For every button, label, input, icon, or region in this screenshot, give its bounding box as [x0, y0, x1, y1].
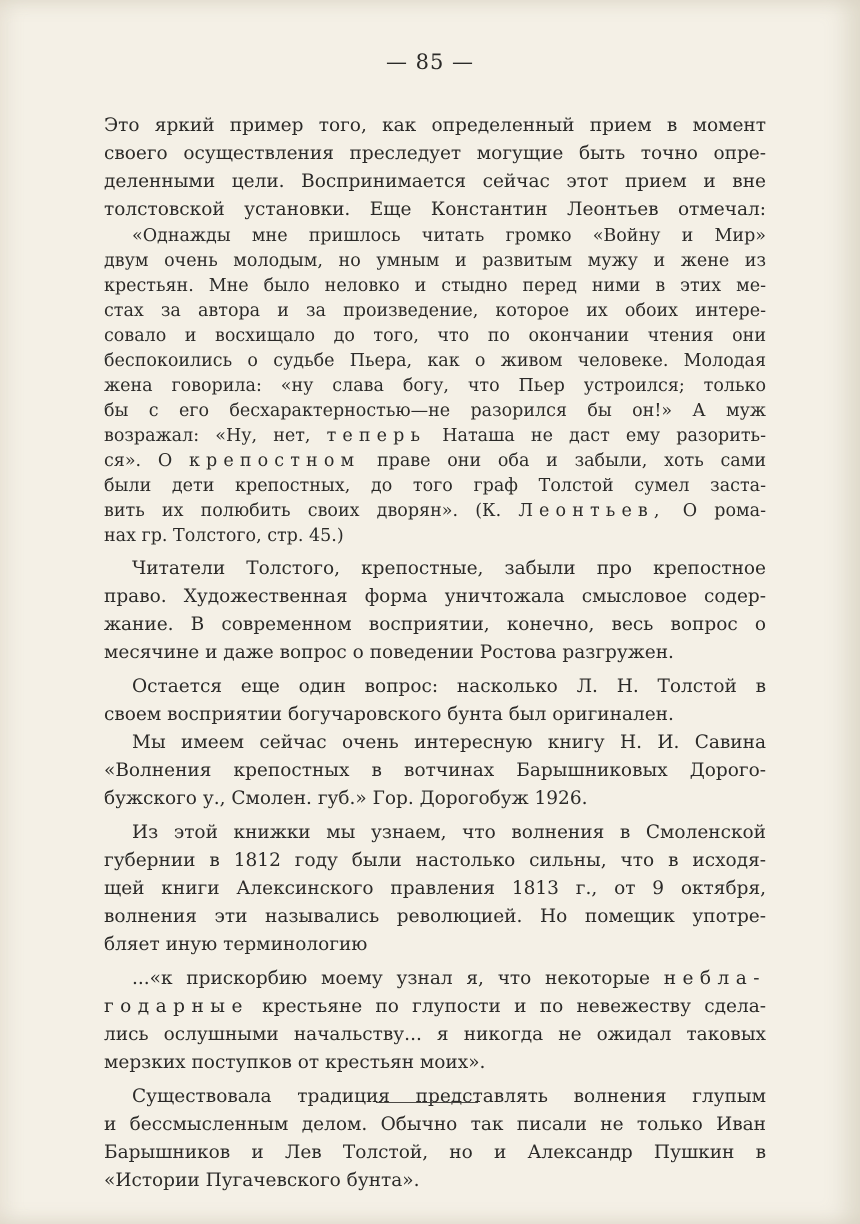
text-run: О рома-	[665, 501, 766, 521]
text-line: Читатели Толстого, крепостные, забыли про крепостное	[132, 558, 766, 579]
text-line: волнения эти назывались революцией. Но помещик употре-	[104, 906, 766, 927]
text-line: Барышников и Лев Толстой, но и Александр Пушкин в	[104, 1142, 766, 1163]
text-line: бужского у., Смолен. губ.» Гор. Дорогобуж 1926.	[104, 788, 588, 809]
text-line: Остается еще один вопрос: насколько Л. Н. Толстой в	[132, 676, 766, 697]
spaced-word: крепостном	[188, 451, 361, 471]
text-line	[104, 965, 766, 993]
text-line: жена говорила: «ну слава богу, что Пьер устроился; только	[104, 376, 766, 396]
text-line: право. Художественная форма уничтожала смысловое содер-	[104, 586, 766, 607]
text-line: деленными цели. Воспринимается сейчас этот прием и вне	[104, 171, 766, 192]
paragraph-readers	[104, 555, 766, 667]
body-text	[104, 112, 766, 1195]
text-line: Это яркий пример того, как определенный прием в момент	[104, 115, 766, 136]
text-line: бы с его бесхарактерностью—не разорился бы он!» А муж	[104, 401, 766, 421]
text-line	[104, 499, 766, 524]
spaced-word: небла-	[663, 968, 766, 989]
text-line: «Истории Пугачевского бунта».	[104, 1170, 420, 1191]
text-line: жание. В современном восприятии, конечно, весь вопрос о	[104, 614, 766, 635]
text-line: стах за автора и за произведение, которое их обоих интере-	[104, 301, 766, 321]
text-line: беспокоились о судьбе Пьера, как о живом человеке. Молодая	[104, 351, 766, 371]
quote-leontiev	[104, 224, 766, 549]
text-run: Наташа не даст ему разорить-	[426, 426, 766, 446]
text-line: и бессмысленным делом. Обычно так писали не только Иван	[104, 1114, 766, 1135]
text-line: двум очень молодым, но умным и развитым мужу и жене из	[104, 251, 766, 271]
text-line: совало и восхищало до того, что по окончании чтения они	[104, 326, 766, 346]
end-rule	[376, 1102, 478, 1103]
text-line: своем восприятии богучаровского бунта был оригинален.	[104, 704, 674, 725]
text-line: щей книги Алексинского правления 1813 г., от 9 октября,	[104, 878, 766, 899]
text-line: Из этой книжки мы узнаем, что волнения в Смоленской	[132, 822, 766, 843]
paragraph-smolensk	[104, 819, 766, 959]
text-line: своего осуществления преследует могущие быть точно опре-	[104, 143, 766, 164]
text-run: вить их полюбить своих дворян». (К.	[104, 501, 519, 521]
text-run: крестьяне по глупости и по невежеству сдела-	[248, 996, 766, 1017]
spaced-word: Леонтьев,	[518, 501, 666, 521]
text-line: Существовала традиция представлять волнения глупым	[132, 1086, 766, 1107]
text-line: бляет иную терминологию	[104, 934, 368, 955]
text-line: мерзких поступков от крестьян моих».	[104, 1052, 486, 1073]
paragraph-question	[104, 673, 766, 729]
text-line: были дети крепостных, до того граф Толстой сумел заста-	[104, 476, 766, 496]
text-line: губернии в 1812 году были настолько сильны, что в исходя-	[104, 850, 766, 871]
text-run: ...«к прискорбию моему узнал я, что некоторые	[132, 968, 664, 989]
text-run: ся». О	[104, 451, 189, 471]
spaced-word: теперь	[326, 426, 427, 446]
text-line	[104, 424, 766, 449]
text-line: толстовской установки. Еще Константин Леонтьев отмечал:	[104, 199, 766, 220]
text-line: Мы имеем сейчас очень интересную книгу Н. И. Савина	[132, 732, 766, 753]
text-line: «Волнения крепостных в вотчинах Барышниковых Дорого-	[104, 760, 766, 781]
text-run: праве они оба и забыли, хоть сами	[360, 451, 766, 471]
text-line	[104, 449, 766, 474]
paragraph-tradition	[104, 1083, 766, 1195]
text-line: месячине и даже вопрос о поведении Ростова разгружен.	[104, 642, 674, 663]
paragraph-savin	[104, 729, 766, 813]
text-line: нах гр. Толстого, стр. 45.)	[104, 526, 344, 546]
text-line: крестьян. Мне было неловко и стыдно перед ними в этих ме-	[104, 276, 766, 296]
text-line: «Однажды мне пришлось читать громко «Войну и Мир»	[132, 226, 766, 246]
text-line	[104, 993, 766, 1021]
page-number: — 85 —	[385, 50, 475, 74]
text-run: возражал: «Ну, нет,	[104, 426, 327, 446]
spaced-word: годарные	[104, 996, 249, 1017]
text-line: лись ослушными начальству... я никогда не ожидал таковых	[104, 1024, 766, 1045]
paragraph-intro	[104, 112, 766, 224]
quote-landowner	[104, 965, 766, 1077]
